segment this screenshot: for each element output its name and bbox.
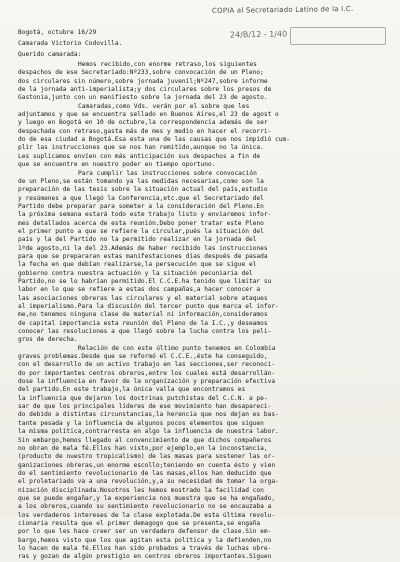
copy-stamp-text: COPIA al Secretariado Latino de la I.C. [211,5,354,15]
letter-line: Partido,no se lo habrían permitido.El C.C.E.ha tenido que limitar su [18,277,272,285]
letter-line: Les suplicamos envíen con más anticipación sus despachos a fin de [18,152,261,160]
letter-line: graves problemas.Desde que se reformó el C.C.E.,éste ha conseguido, [18,353,268,361]
letter-line: el proletariado va a una revolución,y,a su necesidad de tomar la orga- [18,478,279,486]
letter-line: al imperialismo.Para la discusión del tercer punto que marca el infor- [18,303,279,310]
letter-line: que se puede engañar,y la experiencia nos muestra que se ha engañado, [18,494,276,502]
letter-line: 1ºde agosto,ni la del 23.Además de haber recibido las instrucciones [18,244,268,252]
letter-line: gros de derecha. [18,336,78,344]
letter-line: Para cumplir las instrucciones sobre convocación [78,169,257,177]
recipient: Camarada Victorio Codovilla. [18,40,123,48]
letter-line: despachada con retraso,gasta más de mes y medio en hacer el recorri- [18,127,272,135]
letter-body [18,29,388,562]
letter-line: país y la del Partido no la permitido realizar en la jornada del [18,236,257,244]
letter-line: no obran de mala fé.Ellos han visto,por ejemplo,en la inconstancia, [18,444,268,452]
letter-line: por lo que les hace creer ser un verdadero defensor de clase.Sin em- [18,528,272,536]
letter-line: Camaradas,como Vds. verán por el sobre que les [78,102,250,110]
letter-line: ras y gozan de algún prestigio en centros obreros importantes.Siguen [18,553,272,561]
letter-line: Gastonia,junto con un manifiesto sobre la jornada del 23 de agosto. [18,94,268,102]
letter-line: Partido debe preparar para someter a la consideración del Pleno.En [18,202,264,210]
letter-line: nización disciplinada.Nosotros les hemos mostrado la facilidad con [18,486,264,494]
letter-line: lo hacen de mala fé.Ellos han sido probados a través de luchas obre- [18,544,272,552]
letter-line: me,no tenemos ninguna clase de material ni información,consideramos [18,311,268,319]
letter-line: del partido.En este trabajo,la única valla que encontramos es [18,386,246,394]
letter-lines [18,61,388,562]
letter-line: preparación de las tesis sobre la situación actual del país,estudio [18,186,268,194]
letter-line: la misma política,contrarresta en algo la influencia de nuestra labor. [18,428,279,436]
letter-line: las asociaciones obreras las circulares y el material sobre ataques [18,294,268,302]
letter-line: la influencia que dejaron los doctrinas putchistas del C.C.N. a pe- [18,394,268,402]
letter-line: con el desarrollo de un activo trabajo en las secciones,ser reconoci- [18,361,276,369]
letter-line: (producto de nuestro tropicalismo) de las masas para sostener las or- [18,453,276,461]
letter-line: ganizaciones obreras,un enorme escollo;teniendo en cuenta ésto y vien [18,461,276,469]
letter-line: labor en lo que se refiere a estas dos campañas,a hacer conocer a [18,286,261,294]
letter-line: de la jornada anti-imperialista;y dos circulares sobre los presos de [18,86,272,94]
letter-line: gobierno contra nuestra actuación y la situación pecuniaria del [18,269,253,277]
letter-line: la fecha en que debían realizarse,la persecución que se sigue el [18,261,257,269]
greeting: Querido camarada: [18,50,82,58]
letter-line: la próxima semana estará todo este trabajo listo y enviaremos infor- [18,211,272,219]
copy-stamp [212,5,353,15]
letter-line: y resúmenes a que llegó la Conferencia,etc.que el Secretariado del [18,194,264,202]
letter-line: do de esa ciudad a Bogotá.Esa esta una de las causas que nos impidió cum- [18,136,290,144]
letter-line: despachos de ese Secretariado:Nº233,sobre convocación de un Pleno; [18,69,264,77]
letter-line: mes detallados acerca de esta reunión.Debo poner tratar este Pleno [18,219,264,227]
letter-line: para que se prepararan estas manifestaciones días después de pasada [18,252,268,260]
letter-line: Sin embargo,hemos llegado al convencimiento de que dichos compañeros [18,436,272,444]
letter-line: que se encuentre en nuestro poder en tiempo oportuno. [18,161,216,169]
letter-line: conocer las resoluciones a que llegó sobre la lucha contra los peli- [18,328,272,336]
letter-line: los verdaderos intereses de la clase explotada.De esta última revolu- [18,511,276,519]
letter-line: Relación de con este último punto tenemos en Colombia [78,344,276,352]
letter-line: sar de que los principales líderes de ese movimiento han desapareci- [18,403,272,411]
letter-line: plir las instrucciones que se nos han remitido,aunque no la única. [18,144,264,152]
letter-line: de un Pleno,se están tomando ya las medidas necesarias,como son la [18,177,264,185]
letter-line: do debido a distintas circunstancias,la herencia que nos dejan es bas- [18,411,279,419]
letter-line: cionaria resulta que el primer demagogo que se presenta,se engaña [18,519,261,527]
archive-code: 24/B/12 - 1/40 [229,29,288,40]
letter-line: Hemos recibido,con enorme retraso,los siguientes [78,61,257,69]
letter-line: do el sentimiento revolucionario de las masas,ellos han deducido que [18,469,272,477]
dateline: Bogotá, octubre 16/29 [18,29,97,36]
letter-line: dos circulares sin número,sobre jornada juvenil;Nº247,sobre informe [18,77,268,85]
letter-line: bargo,hemos visto que los que agitan esta política y la defienden,no [18,536,272,544]
letter-line: el primer punto a que se refiere la circular,pués la situación del [18,227,264,235]
letter-line: a los obreros,cuando su sentimiento revolucionario no se encauzaba a [18,503,272,511]
letter-line: tante pesada y la influencia de algunos pocos elementos que siguen [18,419,264,427]
letter-line: de capital importancia esta reunión del Pleno de la I.C.,y deseamos [18,319,268,327]
letter-line: y luego en Bogotá en 10 de octubre,la correspondencia además de ser [18,119,268,127]
letter-line: adjuntamos y que se encuentra sellado en Buenos Aires,el 23 de agost o [18,111,279,119]
letter-line: dose la influencia en favor de la organización y preparación efectiva [18,378,276,386]
letter-line: do por importantes centros obreros,entre los cuales está desarrollán- [18,369,276,377]
